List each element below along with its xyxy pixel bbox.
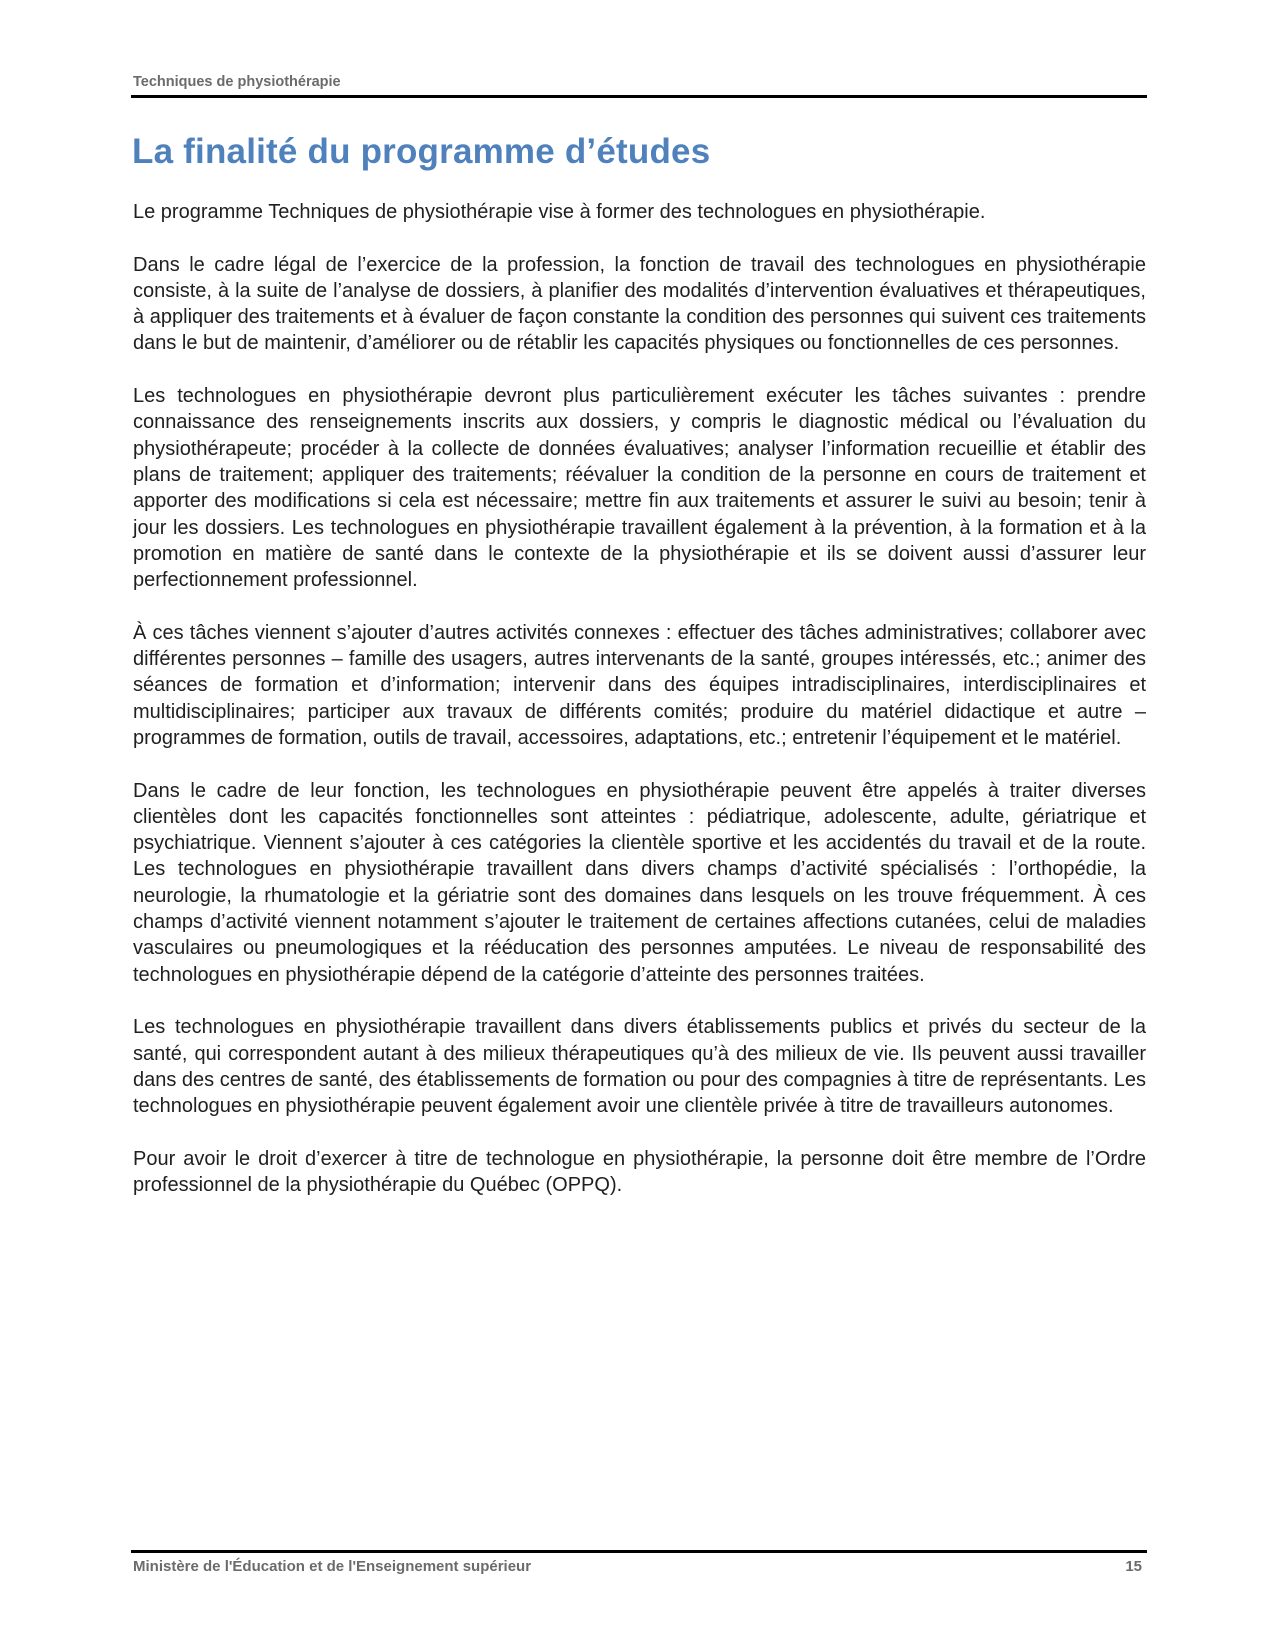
footer-rule <box>131 1550 1147 1553</box>
page-title: La finalité du programme d’études <box>132 132 711 171</box>
footer-publisher: Ministère de l'Éducation et de l'Enseignement supérieur <box>133 1558 532 1575</box>
paragraph: Dans le cadre de leur fonction, les technologues en physiothérapie peuvent être appelés à traiter diverses clientèles dont les capacités fonctionnelles sont atteintes : pédiatrique, adolescente, adulte, gériatrique et psychiatrique. Viennent s’ajouter à ces catégories la clientèle sportive et les accidentés du travail et de la route. Les technologues en physiothérapie travaillent dans divers champs d’activité spécialisés : l’orthopédie, la neurologie, la rhumatologie et la gériatrie sont des domaines dans lesquels on les trouve fréquemment. À ces champs d’activité viennent notamment s’ajouter le traitement de certaines affections cutanées, celui de maladies vasculaires ou pneumologiques et la rééducation des personnes amputées. Le niveau de responsabilité des technologues en physiothérapie dépend de la catégorie d’atteinte des personnes traitées. <box>133 779 1146 986</box>
running-header-title: Techniques de physiothérapie <box>133 74 341 90</box>
paragraph: Dans le cadre légal de l’exercice de la profession, la fonction de travail des technologues en physiothérapie consiste, à la suite de l’analyse de dossiers, à planifier des modalités d’intervention évaluatives et thérapeutiques, à appliquer des traitements et à évaluer de façon constante la condition des personnes qui suivent ces traitements dans le but de maintenir, d’améliorer ou de rétablir les capacités physiques ou fonctionnelles de ces personnes. <box>133 253 1146 355</box>
header-rule <box>131 95 1147 98</box>
paragraph: À ces tâches viennent s’ajouter d’autres activités connexes : effectuer des tâches administratives; collaborer avec différentes personnes – famille des usagers, autres intervenants de la santé, groupes intéressés, etc.; animer des séances de formation et d’information; intervenir dans des équipes intradisciplinaires, interdisciplinaires et multidisciplinaires; participer aux travaux de différents comités; produire du matériel didactique et autre – programmes de formation, outils de travail, accessoires, adaptations, etc.; entretenir l’équipement et le matériel. <box>133 621 1146 749</box>
paragraph: Le programme Techniques de physiothérapie vise à former des technologues en physiothérapie. <box>133 201 986 223</box>
body-text <box>133 199 1146 1225</box>
page-number: 15 <box>1125 1558 1142 1575</box>
paragraph: Pour avoir le droit d’exercer à titre de technologue en physiothérapie, la personne doit être membre de l’Ordre professionnel de la physiothérapie du Québec (OPPQ). <box>133 1147 1146 1196</box>
paragraph: Les technologues en physiothérapie travaillent dans divers établissements publics et privés du secteur de la santé, qui correspondent autant à des milieux thérapeutiques qu’à des milieux de vie. Ils peuvent aussi travailler dans des centres de santé, des établissements de formation ou pour des compagnies à titre de représentants. Les technologues en physiothérapie peuvent également avoir une clientèle privée à titre de travailleurs autonomes. <box>133 1016 1146 1118</box>
paragraph: Les technologues en physiothérapie devront plus particulièrement exécuter les tâches suivantes : prendre connaissance des renseignements inscrits aux dossiers, y compris le diagnostic médical ou l’évaluation du physiothérapeute; procéder à la collecte de données évaluatives; analyser l’information recueillie et établir des plans de traitement; appliquer des traitements; réévaluer la condition de la personne en cours de traitement et apporter des modifications si cela est nécessaire; mettre fin aux traitements et assurer le suivi au besoin; tenir à jour les dossiers. Les technologues en physiothérapie travaillent également à la prévention, à la formation et à la promotion en matière de santé dans le contexte de la physiothérapie et ils se doivent aussi d’assurer leur perfectionnement professionnel. <box>133 385 1146 592</box>
